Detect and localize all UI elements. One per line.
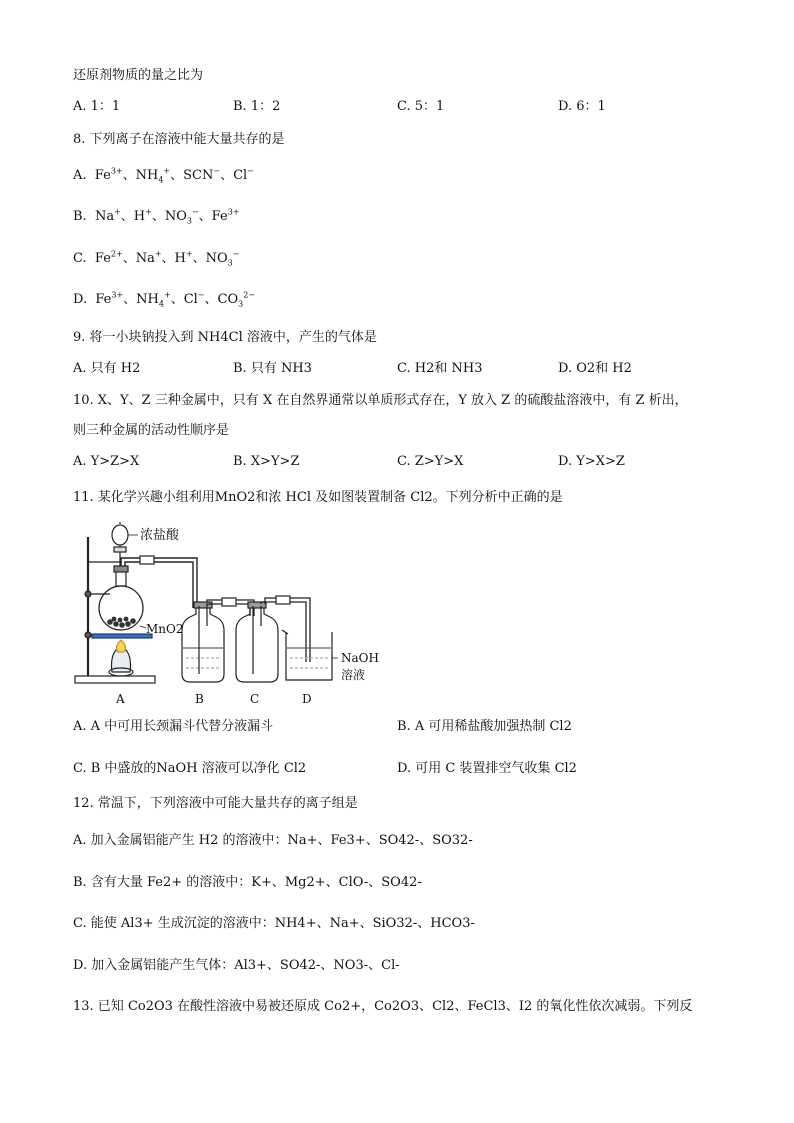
q10-stem-line1: 10. X、Y、Z 三种金属中，只有 X 在自然界通常以单质形式存在，Y 放入 Z 的硫酸盐溶液中，有 Z 析出， [73, 393, 688, 408]
q7-option-b: B. 1：2 [233, 99, 281, 114]
q9-stem: 9. 将一小块钠投入到 NH4Cl 溶液中，产生的气体是 [73, 330, 377, 345]
q10-stem-line2: 则三种金属的活动性顺序是 [73, 423, 230, 438]
q9-option-b: B. 只有 NH3 [233, 361, 312, 376]
label-b: B [195, 692, 204, 706]
q12-option-a: A. 加入金属铝能产生 H2 的溶液中：Na+、Fe3+、SO42-、SO32- [73, 833, 473, 848]
q10-option-a: A. Y>Z>X [73, 454, 140, 469]
q8-option-a: A. $Fe^{3+}$、$NH_4^+$、SCN−、Cl− [73, 166, 254, 185]
q9-option-d: D. O2和 H2 [558, 361, 632, 376]
q11-option-b: B. A 可用稀盐酸加强热制 Cl2 [397, 719, 572, 734]
q8-option-c: C. $Fe^{2+}$、Na+、H+、$NO_3^-$ [73, 249, 240, 268]
label-conc-hcl: 浓盐酸 [140, 528, 180, 543]
q7-option-a: A. 1：1 [73, 99, 121, 114]
q11-option-a: A. A 中可用长颈漏斗代替分液漏斗 [73, 719, 274, 734]
q8-option-d: D. $Fe^{3+}$、$NH_4^+$、Cl−、$CO_3^{2-}$ [73, 290, 255, 309]
label-solution: 溶液 [341, 668, 366, 682]
stand-base [75, 676, 155, 683]
beaker-d [286, 632, 332, 680]
q12-option-c: C. 能使 Al3+ 生成沉淀的溶液中：NH4+、Na+、SiO32-、HCO3- [73, 916, 475, 931]
apparatus-figure [70, 522, 390, 712]
q8-stem: 8. 下列离子在溶液中能大量共存的是 [73, 132, 285, 147]
q13-stem: 13. 已知 Co2O3 在酸性溶液中易被还原成 Co2+，Co2O3、Cl2、FeCl3、I2 的氧化性依次减弱。下列反 [73, 999, 693, 1014]
q10-option-b: B. X>Y>Z [233, 454, 300, 469]
q9-option-c: C. H2和 NH3 [397, 361, 483, 376]
q11-option-c: C. B 中盛放的NaOH 溶液可以净化 Cl2 [73, 761, 307, 776]
q7-stem: 还原剂物质的量之比为 [73, 68, 204, 83]
q7-option-d: D. 6：1 [558, 99, 606, 114]
q8-option-b: B. Na+、H+、$NO_3^-$、$Fe^{3+}$ [73, 207, 240, 226]
q12-option-b: B. 含有大量 Fe2+ 的溶液中：K+、Mg2+、ClO-、SO42- [73, 875, 422, 890]
q7-option-c: C. 5：1 [397, 99, 445, 114]
q10-option-d: D. Y>X>Z [558, 454, 625, 469]
bottle-b [182, 606, 224, 682]
label-naoh: NaOH [341, 651, 379, 665]
bottle-c [236, 606, 278, 682]
separatory-funnel [112, 525, 128, 545]
q10-option-c: C. Z>Y>X [397, 454, 464, 469]
q12-option-d: D. 加入金属铝能产生气体：Al3+、SO42-、NO3-、Cl- [73, 958, 400, 973]
q12-stem: 12. 常温下，下列溶液中可能大量共存的离子组是 [73, 796, 358, 811]
q9-option-a: A. 只有 H2 [73, 361, 141, 376]
q11-option-d: D. 可用 C 装置排空气收集 Cl2 [397, 761, 577, 776]
label-c: C [250, 692, 260, 706]
label-mno2: MnO2 [146, 622, 184, 636]
label-d: D [302, 692, 312, 706]
q11-stem: 11. 某化学兴趣小组利用MnO2和浓 HCl 及如图装置制备 Cl2。下列分析中正确的是 [73, 490, 563, 505]
label-a: A [116, 692, 125, 706]
